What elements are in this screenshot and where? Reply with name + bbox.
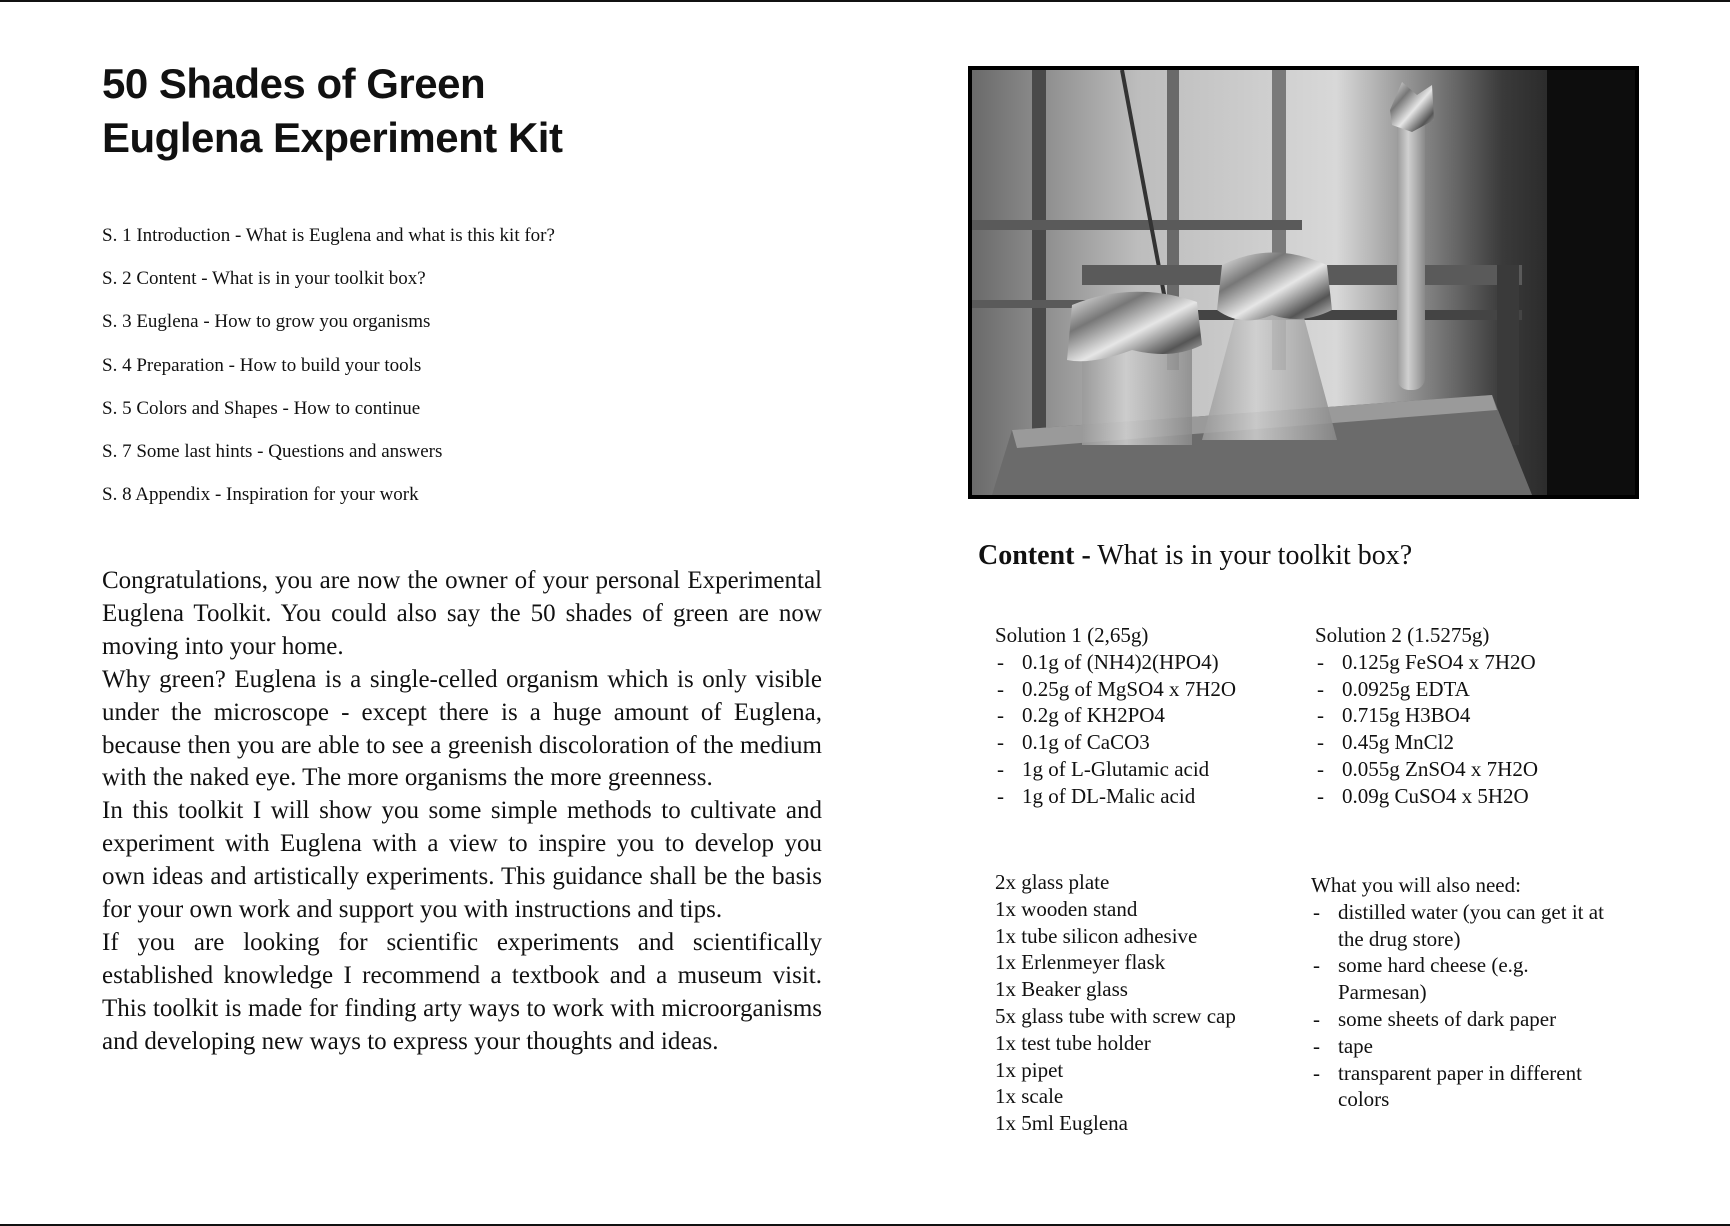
list-item: - 0.0925g EDTA [1315,676,1538,703]
kit-items-list [995,869,1236,1137]
kit-item: 2x glass plate [995,870,1110,894]
toc-item: S. 4 Preparation - How to build your tools [102,354,422,376]
intro-paragraph: If you are looking for scientific experiments and scientifically established knowledge I recommend a textbook and a museum visit. This toolkit is made for finding arty ways to work with microorganisms and developing new ways to express your thoughts and ideas. [102,928,822,1055]
also-need-list [1311,872,1611,1113]
toc-item: S. 5 Colors and Shapes - How to continue [102,397,421,419]
kit-item: 1x 5ml Euglena [995,1111,1128,1136]
page-title [102,57,562,165]
toc-item: S. 2 Content - What is in your toolkit box? [102,268,426,290]
list-item: - 0.25g of MgSO4 x 7H2O [995,676,1236,703]
toc-item: S. 8 Appendix - Inspiration for your work [102,484,419,506]
toc-item: S. 3 Euglena - How to grow you organisms [102,311,431,333]
kit-item: 1x wooden stand [995,896,1138,921]
list-item: - 0.1g of (NH4)2(HPO4) [995,649,1236,676]
kit-item: 1x Erlenmeyer flask [995,950,1166,975]
list-item: - 0.125g FeSO4 x 7H2O [1315,649,1538,676]
list-item: - transparent paper in different colors [1311,1060,1611,1114]
list-item: - 0.45g MnCl2 [1315,729,1538,756]
list-item: - some hard cheese (e.g. Parmesan) [1311,952,1611,1006]
list-item: - 0.055g ZnSO4 x 7H2O [1315,756,1538,783]
list-item: - 0.09g CuSO4 x 5H2O [1315,783,1538,810]
intro-paragraph: In this toolkit I will show you some simple methods to cultivate and experiment with Euglena with a view to inspire you to develop you own ideas and artistically experiments. This guidance shall be the basis for your own work and support you with instructions and tips. [102,797,822,924]
table-of-contents [102,224,555,526]
intro-paragraph: Why green? Euglena is a single-celled organism which is only visible under the microscope - except there is a huge amount of Euglena, because then you are able to see a greenish discoloration of the medium with the naked eye. The more organisms the more greenness. [102,665,822,792]
list-item: - 1g of DL-Malic acid [995,783,1236,810]
intro-paragraph: Congratulations, you are now the owner of your personal Experimental Euglena Toolkit. You could also say the 50 shades of green are now moving into your home. [102,567,822,660]
solution-2-title: Solution 2 (1.5275g) [1315,623,1490,647]
kit-item: 1x Beaker glass [995,977,1128,1002]
content-heading-rest: What is in your toolkit box? [1090,540,1413,571]
content-heading [978,538,1412,574]
photo-illustration [972,70,1635,495]
kit-item: 1x scale [995,1084,1064,1109]
also-need-title: What you will also need: [1311,873,1521,897]
list-item: - 1g of L-Glutamic acid [995,756,1236,783]
solution-1-title: Solution 1 (2,65g) [995,623,1149,647]
lab-glassware-photo [968,66,1639,499]
toc-item: S. 7 Some last hints - Questions and answers [102,440,443,462]
title-line-2: Euglena Experiment Kit [102,114,563,161]
solution-2-list [1315,622,1538,810]
intro-text [102,565,822,1059]
toc-item: S. 1 Introduction - What is Euglena and what is this kit for? [102,225,555,246]
kit-item: 1x pipet [995,1057,1064,1082]
kit-item: 1x tube silicon adhesive [995,923,1198,948]
kit-item: 1x test tube holder [995,1030,1151,1055]
list-item: - 0.715g H3BO4 [1315,702,1538,729]
kit-item: 5x glass tube with screw cap [995,1003,1236,1028]
list-item: - distilled water (you can get it at the drug store) [1311,899,1611,953]
title-line-1: 50 Shades of Green [102,60,486,107]
list-item: - 0.1g of CaCO3 [995,729,1236,756]
list-item: - 0.2g of KH2PO4 [995,702,1236,729]
list-item: - some sheets of dark paper [1311,1006,1611,1033]
solution-1-list [995,622,1236,810]
content-heading-bold: Content - [978,540,1091,571]
list-item: - tape [1311,1033,1611,1060]
